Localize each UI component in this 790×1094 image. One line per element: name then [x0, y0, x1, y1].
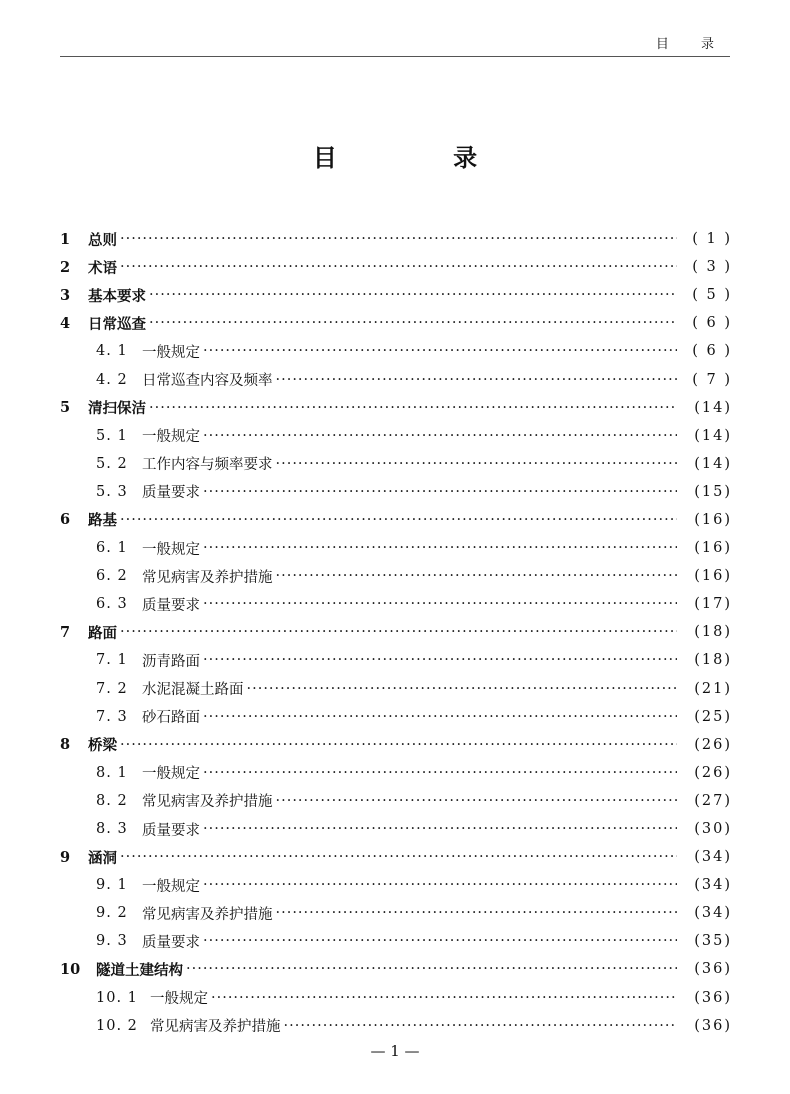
toc-section-entry[interactable] — [60, 478, 732, 506]
dot-leader — [203, 540, 677, 556]
toc-section-entry[interactable] — [60, 1012, 732, 1040]
toc-entry-number: 2 — [60, 258, 71, 276]
toc-entry-page: (36) — [694, 961, 732, 978]
toc-entry-title: 一般规定 — [142, 878, 200, 895]
toc-entry-title: 总则 — [88, 232, 117, 249]
toc-entry-number: 5 — [60, 399, 71, 417]
toc-entry-title: 路面 — [88, 625, 117, 642]
toc-entry-number: 5. 1 — [96, 427, 128, 444]
dot-leader — [120, 512, 677, 528]
toc-section-entry[interactable] — [60, 450, 732, 478]
page-title: 目 录 — [312, 144, 532, 172]
toc-section-entry[interactable] — [60, 787, 732, 815]
toc-entry-number: 6. 2 — [96, 568, 128, 585]
toc-entry-number: 9 — [60, 848, 71, 866]
toc-entry-number: 7. 2 — [96, 680, 128, 697]
toc-entry-page: (35) — [694, 933, 732, 950]
toc-entry-title: 常见病害及养护措施 — [150, 1019, 281, 1036]
toc-entry-page: ( 5 ) — [692, 287, 732, 304]
table-of-contents — [60, 225, 732, 1040]
dot-leader — [120, 259, 677, 275]
dot-leader — [120, 849, 677, 865]
toc-entry-title: 日常巡查 — [88, 316, 146, 333]
toc-chapter-entry[interactable] — [60, 618, 732, 646]
toc-chapter-entry[interactable] — [60, 253, 732, 281]
toc-entry-title: 水泥混凝土路面 — [142, 682, 244, 699]
toc-entry-page: ( 7 ) — [692, 371, 732, 388]
toc-chapter-entry[interactable] — [60, 506, 732, 534]
dot-leader — [149, 287, 677, 303]
dot-leader — [211, 990, 677, 1006]
toc-entry-title: 一般规定 — [142, 344, 200, 361]
toc-entry-title: 质量要求 — [142, 934, 200, 951]
toc-entry-title: 隧道土建结构 — [96, 962, 183, 979]
toc-entry-title: 一般规定 — [142, 541, 200, 558]
toc-entry-number: 1 — [60, 230, 71, 248]
toc-entry-page: ( 1 ) — [692, 231, 732, 248]
toc-entry-title: 术语 — [88, 260, 117, 277]
toc-entry-page: (34) — [694, 905, 732, 922]
toc-section-entry[interactable] — [60, 534, 732, 562]
toc-entry-number: 10 — [60, 960, 81, 978]
toc-entry-page: (14) — [694, 455, 732, 472]
toc-entry-page: (16) — [694, 568, 732, 585]
running-head: 目 录 — [655, 37, 728, 52]
toc-entry-page: ( 6 ) — [692, 343, 732, 360]
dot-leader — [247, 681, 678, 697]
toc-entry-page: ( 6 ) — [692, 315, 732, 332]
dot-leader — [203, 821, 677, 837]
toc-entry-number: 5. 3 — [96, 483, 128, 500]
dot-leader — [276, 568, 678, 584]
toc-entry-title: 一般规定 — [142, 766, 200, 783]
toc-entry-title: 沥青路面 — [142, 653, 200, 670]
toc-entry-page: (21) — [694, 680, 732, 697]
header-rule — [60, 56, 730, 57]
toc-entry-page: (14) — [694, 427, 732, 444]
toc-entry-title: 质量要求 — [142, 822, 200, 839]
dot-leader — [276, 905, 678, 921]
dot-leader — [276, 793, 678, 809]
dot-leader — [203, 765, 677, 781]
toc-entry-number: 9. 2 — [96, 905, 128, 922]
toc-entry-page: ( 3 ) — [692, 259, 732, 276]
toc-section-entry[interactable] — [60, 703, 732, 731]
toc-entry-page: (27) — [694, 792, 732, 809]
toc-entry-number: 7 — [60, 623, 71, 641]
toc-section-entry[interactable] — [60, 590, 732, 618]
page-number: — 1 — — [370, 1042, 420, 1060]
toc-entry-page: (34) — [694, 849, 732, 866]
toc-chapter-entry[interactable] — [60, 225, 732, 253]
toc-entry-title: 常见病害及养护措施 — [142, 906, 273, 923]
dot-leader — [203, 596, 677, 612]
toc-entry-number: 6 — [60, 511, 71, 529]
toc-entry-page: (36) — [694, 989, 732, 1006]
dot-leader — [276, 372, 678, 388]
dot-leader — [203, 428, 677, 444]
dot-leader — [203, 877, 677, 893]
toc-entry-title: 一般规定 — [142, 429, 200, 446]
toc-chapter-entry[interactable] — [60, 309, 732, 337]
dot-leader — [203, 652, 677, 668]
dot-leader — [149, 315, 677, 331]
toc-entry-page: (36) — [694, 1017, 732, 1034]
toc-entry-title: 日常巡查内容及频率 — [142, 373, 273, 390]
toc-section-entry[interactable] — [60, 759, 732, 787]
toc-section-entry[interactable] — [60, 927, 732, 955]
toc-entry-title: 常见病害及养护措施 — [142, 794, 273, 811]
toc-section-entry[interactable] — [60, 562, 732, 590]
toc-entry-number: 6. 3 — [96, 596, 128, 613]
toc-section-entry[interactable] — [60, 646, 732, 674]
toc-entry-page: (34) — [694, 877, 732, 894]
toc-entry-title: 路基 — [88, 513, 117, 530]
toc-entry-page: (16) — [694, 540, 732, 557]
toc-chapter-entry[interactable] — [60, 955, 732, 983]
toc-entry-title: 质量要求 — [142, 485, 200, 502]
toc-section-entry[interactable] — [60, 337, 732, 365]
toc-chapter-entry[interactable] — [60, 281, 732, 309]
dot-leader — [276, 456, 678, 472]
toc-entry-number: 9. 3 — [96, 933, 128, 950]
toc-entry-page: (14) — [694, 399, 732, 416]
toc-entry-title: 基本要求 — [88, 288, 146, 305]
toc-entry-page: (30) — [694, 821, 732, 838]
toc-entry-title: 涵洞 — [88, 850, 117, 867]
toc-entry-number: 4. 2 — [96, 371, 128, 388]
toc-entry-title: 工作内容与频率要求 — [142, 457, 273, 474]
dot-leader — [149, 400, 677, 416]
toc-entry-number: 5. 2 — [96, 455, 128, 472]
toc-entry-number: 7. 3 — [96, 708, 128, 725]
toc-section-entry[interactable] — [60, 899, 732, 927]
toc-entry-page: (17) — [694, 596, 732, 613]
toc-entry-page: (26) — [694, 764, 732, 781]
toc-entry-page: (25) — [694, 708, 732, 725]
toc-entry-number: 6. 1 — [96, 540, 128, 557]
toc-entry-page: (26) — [694, 736, 732, 753]
dot-leader — [203, 933, 677, 949]
toc-chapter-entry[interactable] — [60, 731, 732, 759]
toc-entry-title: 桥梁 — [88, 738, 117, 755]
dot-leader — [186, 961, 677, 977]
dot-leader — [203, 343, 677, 359]
toc-entry-number: 8. 1 — [96, 764, 128, 781]
dot-leader — [120, 737, 677, 753]
toc-section-entry[interactable] — [60, 815, 732, 843]
toc-entry-number: 8 — [60, 736, 71, 754]
toc-entry-page: (16) — [694, 511, 732, 528]
toc-entry-page: (18) — [694, 624, 732, 641]
dot-leader — [203, 484, 677, 500]
toc-chapter-entry[interactable] — [60, 843, 732, 871]
toc-entry-title: 常见病害及养护措施 — [142, 569, 273, 586]
dot-leader — [120, 231, 677, 247]
toc-entry-title: 质量要求 — [142, 597, 200, 614]
toc-entry-title: 一般规定 — [150, 991, 208, 1008]
toc-entry-page: (18) — [694, 652, 732, 669]
toc-entry-number: 10. 1 — [96, 989, 138, 1006]
toc-section-entry[interactable] — [60, 422, 732, 450]
toc-entry-number: 8. 2 — [96, 792, 128, 809]
toc-chapter-entry[interactable] — [60, 394, 732, 422]
toc-entry-number: 4 — [60, 314, 71, 332]
toc-entry-number: 7. 1 — [96, 652, 128, 669]
dot-leader — [284, 1018, 678, 1034]
toc-entry-page: (15) — [694, 483, 732, 500]
toc-entry-title: 砂石路面 — [142, 710, 200, 727]
toc-entry-title: 清扫保洁 — [88, 401, 146, 418]
toc-section-entry[interactable] — [60, 871, 732, 899]
dot-leader — [120, 624, 677, 640]
toc-entry-number: 4. 1 — [96, 343, 128, 360]
toc-section-entry[interactable] — [60, 984, 732, 1012]
toc-section-entry[interactable] — [60, 675, 732, 703]
toc-section-entry[interactable] — [60, 365, 732, 393]
dot-leader — [203, 709, 677, 725]
toc-entry-number: 9. 1 — [96, 877, 128, 894]
toc-entry-number: 8. 3 — [96, 821, 128, 838]
toc-entry-number: 3 — [60, 286, 71, 304]
toc-entry-number: 10. 2 — [96, 1017, 138, 1034]
